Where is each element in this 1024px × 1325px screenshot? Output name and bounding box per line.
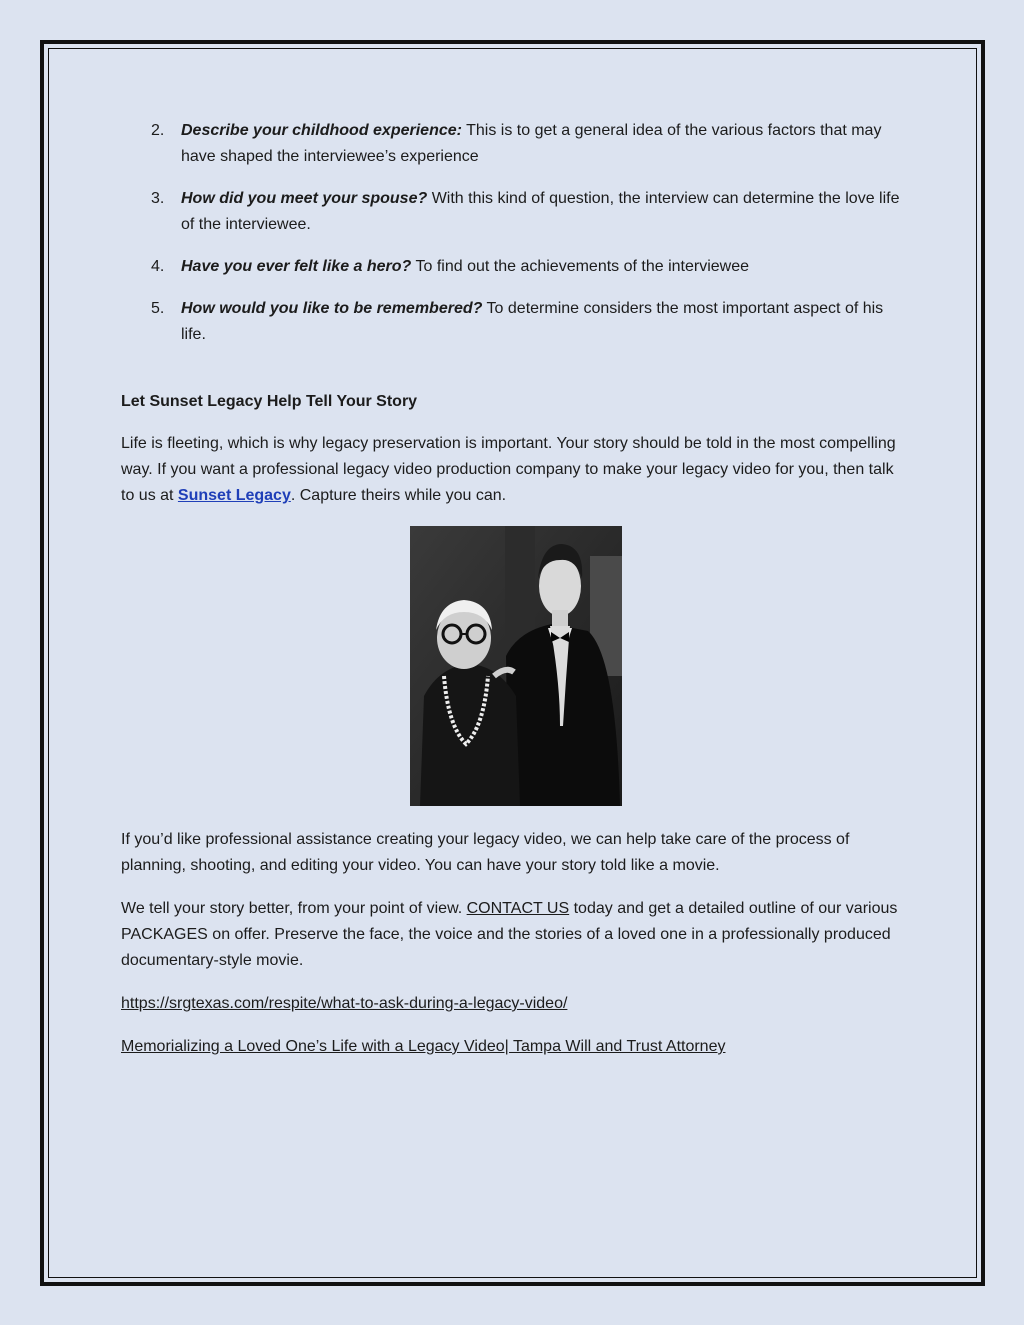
url-paragraph <box>121 991 911 1017</box>
list-item-number: 3. <box>151 190 165 207</box>
list-item <box>121 254 911 280</box>
contact-paragraph <box>121 896 911 974</box>
list-item-text: To find out the achievements of the interviewee <box>411 258 750 275</box>
photo-container <box>121 526 911 806</box>
contact-text: We tell your story better, from your point of view. <box>121 900 467 917</box>
list-item-question: How did you meet your spouse? <box>181 190 428 207</box>
interview-questions-list <box>121 118 911 348</box>
list-item-number: 4. <box>151 258 165 275</box>
list-item <box>121 118 911 170</box>
sunset-legacy-link[interactable]: Sunset Legacy <box>177 487 291 504</box>
intro-text: Life is fleeting, which is why legacy preservation is important. Your story should be told in the most compelling way. If you want a professional legacy video production company to make your legacy video for you, then talk to us at <box>121 435 896 504</box>
memorializing-article-link[interactable]: Memorializing a Loved One’s Life with a Legacy Video| Tampa Will and Trust Attorney <box>121 1038 726 1055</box>
list-item <box>121 186 911 238</box>
legacy-photo <box>410 526 622 806</box>
document-content <box>121 118 911 1077</box>
list-item-question: How would you like to be remembered? <box>181 300 483 317</box>
section-heading: Let Sunset Legacy Help Tell Your Story <box>121 393 418 410</box>
list-item-question: Have you ever felt like a hero? <box>181 258 412 275</box>
list-item-number: 5. <box>151 300 165 317</box>
assistance-paragraph: If you’d like professional assistance creating your legacy video, we can help take care of the process of planning, shooting, and editing your video. You can have your story told like a movie. <box>121 831 850 874</box>
intro-text-end: . Capture theirs while you can. <box>290 487 507 504</box>
title-link-paragraph <box>121 1034 911 1060</box>
list-item-text: To determine considers the most important aspect of his life. <box>181 300 884 343</box>
list-item-text: With this kind of question, the interview can determine the love life of the interviewee. <box>181 190 900 233</box>
intro-paragraph <box>121 431 911 509</box>
list-item-text: This is to get a general idea of the various factors that may have shaped the interviewee’s experience <box>181 122 882 165</box>
list-item-question: Describe your childhood experience: <box>181 122 462 139</box>
list-item-number: 2. <box>151 122 165 139</box>
contact-text-end: today and get a detailed outline of our various PACKAGES on offer. Preserve the face, the voice and the stories of a loved one in a professionally produced documentary-style movie. <box>121 900 898 969</box>
contact-us-link[interactable]: CONTACT US <box>466 900 570 917</box>
list-item <box>121 296 911 348</box>
srgtexas-url-link[interactable]: https://srgtexas.com/respite/what-to-ask-during-a-legacy-video/ <box>121 995 568 1012</box>
